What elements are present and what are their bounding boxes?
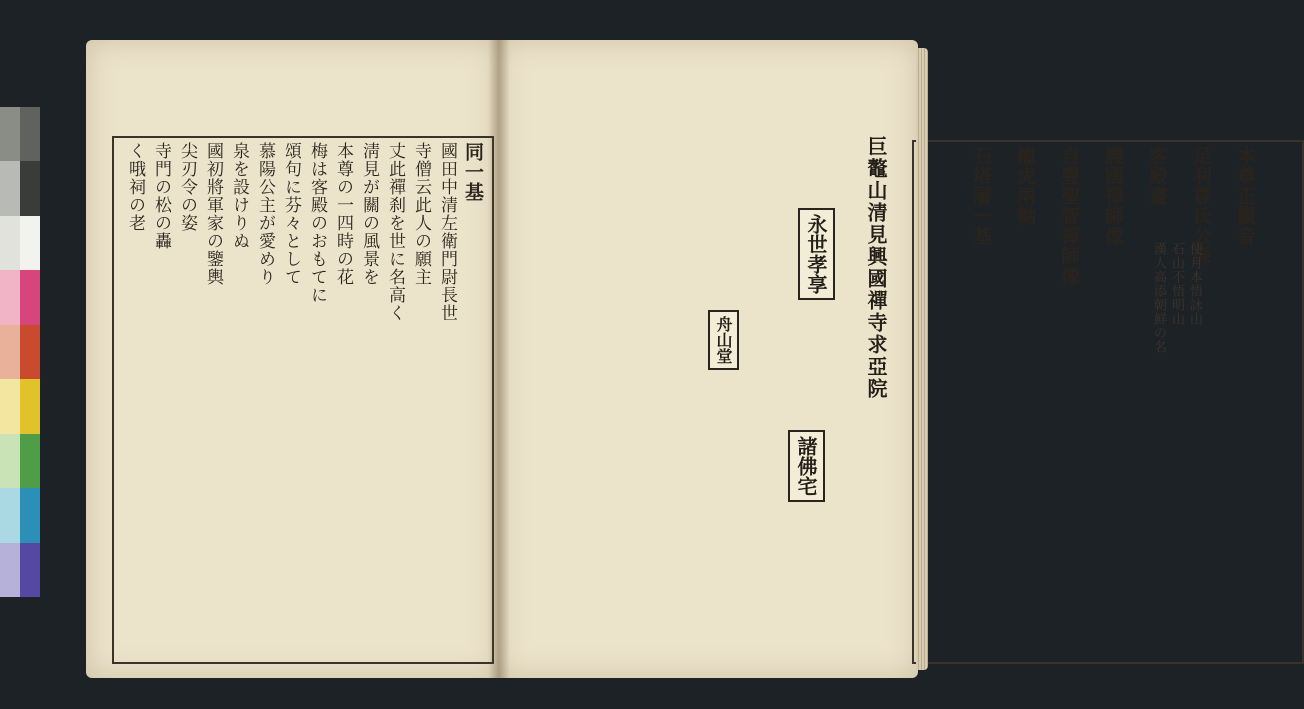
color-swatch-row [0,107,40,161]
color-swatch [0,161,20,215]
page-edges [916,48,928,670]
right-text-column: 自豐聖智禪師像 [1058,146,1080,286]
inset-note-line: 漢人高添朝鮮の名 [1151,242,1166,354]
left-text-column: 本尊の一四時の花 [333,142,353,286]
right-text-column: 石塔層一基 [970,146,992,246]
box-label-eisei: 永世孝享 [798,208,835,300]
left-text-column: 梅は客殿のおもてに [307,142,327,304]
color-swatch-row [0,488,40,542]
left-text-column: 淸見が關の風景を [359,142,379,286]
color-swatch-row [0,379,40,433]
book-gutter [488,40,510,678]
left-page-text-frame [112,136,494,664]
left-text-column: 慕陽公主が愛めり [255,142,275,286]
color-swatch-row [0,543,40,597]
left-text-column: 泉を設けりぬ [229,142,249,250]
color-swatch [0,270,20,324]
color-swatch [20,379,40,433]
color-swatch [0,434,20,488]
color-swatch [0,325,20,379]
page-title: 巨鼇山清見興國禪寺求亞院 [864,136,888,400]
color-swatch [20,434,40,488]
left-text-column: 丈此禪刹を世に名高く [385,142,405,322]
color-swatch-row [0,434,40,488]
left-page [86,40,498,678]
color-swatch [20,543,40,597]
color-swatch [20,325,40,379]
left-text-column: 頌句に芬々として [281,142,301,286]
left-text-column: く哦祠の老 [125,142,145,232]
color-swatch [20,270,40,324]
color-swatch [0,107,20,161]
left-text-column: 同一基 [462,142,484,202]
color-swatch [0,488,20,542]
box-label-shobutsu: 諸佛宅 [788,430,825,502]
box-label-shuzando: 舟山堂 [708,310,739,370]
inset-note-line: 使月本悟詠山 [1187,242,1202,326]
inset-note-line: 石山不悟明山 [1169,242,1184,326]
color-swatch-row [0,270,40,324]
color-swatch [20,161,40,215]
right-text-column: 護國禪師像 [1102,146,1124,246]
color-calibration-bar [0,107,40,597]
color-swatch-row [0,161,40,215]
color-swatch-row [0,216,40,270]
left-text-column: 國初將軍家の鑒輿 [203,142,223,286]
right-text-column: 本尊正觀音 [1234,146,1256,246]
left-text-column: 寺僧云此人の願主 [411,142,431,286]
color-swatch [20,216,40,270]
color-swatch-row [0,325,40,379]
color-swatch [20,488,40,542]
left-text-column: 國田中清左衛門尉長世 [437,142,457,322]
color-swatch [0,216,20,270]
right-text-column: 客殿畫 [1146,146,1168,206]
color-swatch [20,107,40,161]
right-text-column: 足利尊氏公像 [1190,146,1212,266]
left-text-column: 寺門の松の轟 [151,142,171,250]
right-page-text-frame [912,140,1304,664]
right-text-column: 龍虎兩軸 [1014,146,1036,226]
color-swatch [0,543,20,597]
open-book [86,40,1256,680]
color-swatch [0,379,20,433]
left-text-column: 尖刃令の姿 [177,142,197,232]
